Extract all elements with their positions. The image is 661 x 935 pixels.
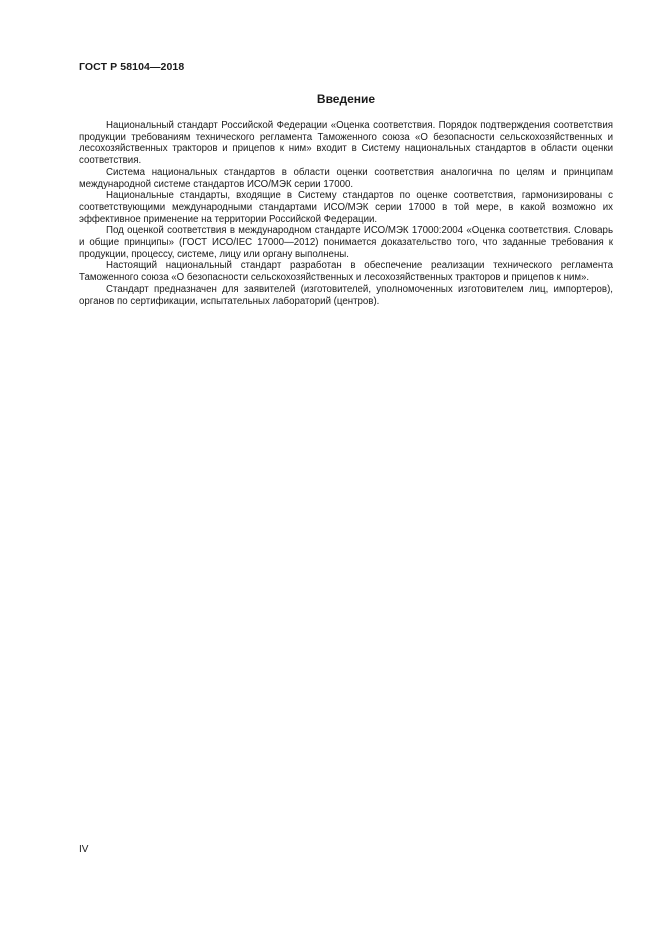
paragraph: Стандарт предназначен для заявителей (изготовителей, уполномоченных изготовителем лиц, импортеров), органов по сертификации, испытательных лабораторий (центров). — [79, 283, 613, 307]
section-title: Введение — [316, 92, 376, 106]
document-code: ГОСТ Р 58104—2018 — [79, 61, 185, 73]
paragraph: Под оценкой соответствия в международном стандарте ИСО/МЭК 17000:2004 «Оценка соответствия. Словарь и общие принципы» (ГОСТ ИСО/IEC 17000—2012) понимается доказательство того, что заданные требования к продукции, процессу, системе, лицу или органу выполнены. — [79, 225, 613, 260]
paragraph: Национальный стандарт Российской Федерации «Оценка соответствия. Порядок подтверждения соответствия продукции требованиям технического регламента Таможенного союза «О безопасности сельскохозяйственных и лесохозяйственных тракторов и прицепов к ним» входит в Систему национальных стандартов в области оценки соответствия. — [79, 120, 613, 167]
body-text — [79, 120, 613, 307]
paragraph: Национальные стандарты, входящие в Систему стандартов по оценке соответствия, гармонизированы с соответствующими международными стандартами ИСО/МЭК серии 17000 в той мере, в какой возможно их эффективное применение на территории Российской Федерации. — [79, 190, 613, 225]
paragraph: Настоящий национальный стандарт разработан в обеспечение реализации технического регламента Таможенного союза «О безопасности сельскохозяйственных и лесохозяйственных тракторов и прицепов к ним». — [79, 260, 613, 284]
paragraph: Система национальных стандартов в области оценки соответствия аналогична по целям и принципам международной системе стандартов ИСО/МЭК серии 17000. — [79, 166, 613, 190]
page-number: IV — [79, 844, 89, 855]
